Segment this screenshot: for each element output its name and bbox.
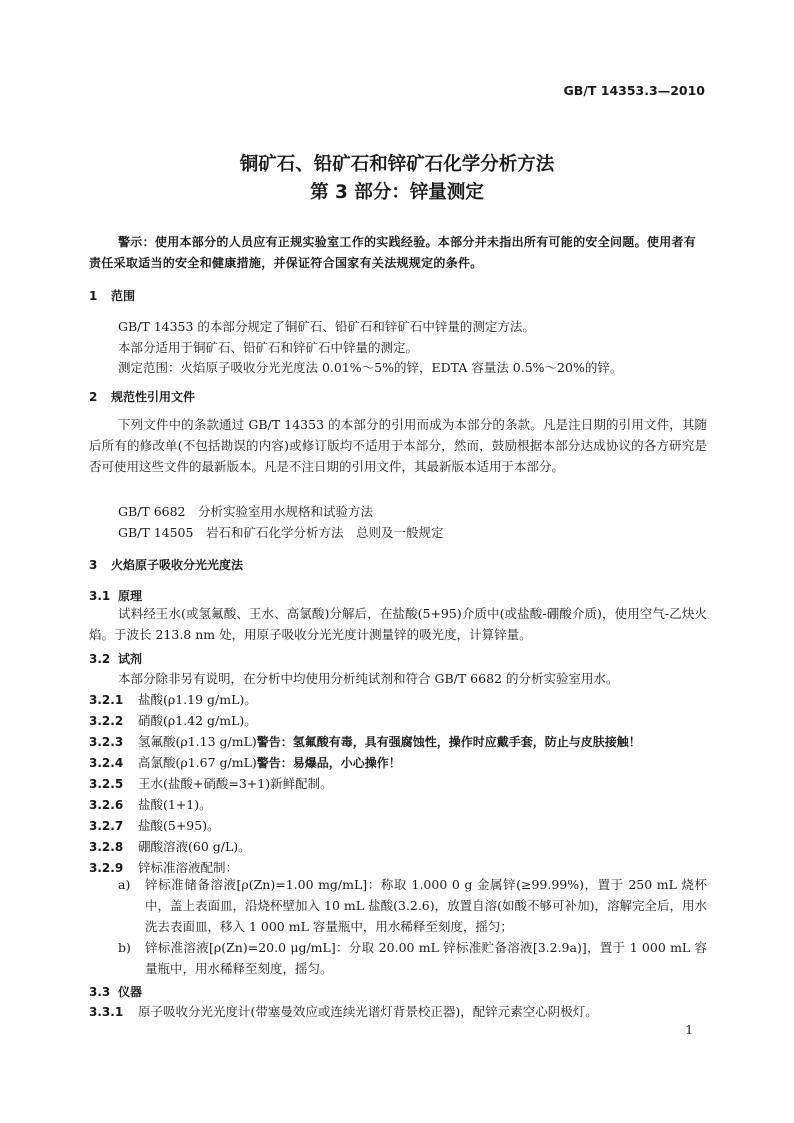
item-number: 3.2.3: [89, 735, 124, 749]
subsection-number: 3.3: [89, 985, 111, 999]
item-text: 高氯酸(ρ1.67 g/mL): [138, 755, 257, 770]
item-text: 盐酸(5+95)。: [138, 818, 220, 833]
item-number: 3.2.8: [89, 840, 124, 854]
document-title: 铜矿石、铅矿石和锌矿石化学分析方法: [239, 154, 555, 175]
list-marker: a): [118, 877, 131, 892]
item-text: 盐酸(ρ1.19 g/mL)。: [138, 692, 257, 707]
item-text: 硼酸溶液(60 g/L)。: [138, 839, 251, 854]
paragraph: 下列文件中的条款通过 GB/T 14353 的本部分的引用而成为本部分的条款。凡是注日期的引用文件，其随后所有的修改单(不包括勘误的内容)或修订版均不适用于本部分，然而，鼓励根据本部分达成协议的各方研究是否可使用这些文件的最新版本。凡是不注日期的引用文件，其最新版本适用于本部分。: [89, 417, 707, 474]
reagent-item: [89, 774, 333, 792]
item-number: 3.2.1: [89, 693, 124, 707]
document-subtitle: 第 3 部分：锌量测定: [310, 182, 484, 203]
section-number: 3: [89, 558, 98, 572]
item-text: 硝酸(ρ1.42 g/mL)。: [138, 713, 257, 728]
reagent-item: [89, 753, 401, 771]
item-text: 锌标准溶液配制：: [138, 860, 239, 875]
paragraph: 本部分适用于铜矿石、铅矿石和锌矿石中锌量的测定。: [118, 340, 419, 355]
list-item: [118, 874, 707, 937]
section-title: 规范性引用文件: [111, 390, 196, 404]
reagent-item: [89, 711, 257, 729]
subsection-heading: [89, 650, 142, 667]
subsection-title: 试剂: [118, 652, 143, 666]
subsection-heading: [89, 983, 142, 1000]
reagent-item: [89, 795, 212, 813]
item-number: 3.2.9: [89, 861, 124, 875]
paragraph: 测定范围：火焰原子吸收分光光度法 0.01%～5%的锌，EDTA 容量法 0.5%～20%的锌。: [118, 360, 623, 375]
section-heading: [89, 556, 243, 573]
list-marker: b): [118, 940, 131, 955]
item-number: 3.2.4: [89, 756, 124, 770]
subsection-number: 3.1: [89, 589, 111, 603]
item-number: 3.2.6: [89, 798, 124, 812]
reference-item: GB/T 14505 岩石和矿石化学分析方法 总则及一般规定: [118, 525, 444, 540]
subsection-title: 仪器: [118, 985, 143, 999]
list-item-text: 锌标准储备溶液[ρ(Zn)=1.00 mg/mL]：称取 1.000 0 g 金属锌(≥99.99%)，置于 250 mL 烧杯中，盖上表面皿，沿烧杯壁加入 10 mL 盐酸(3.2.6)，放置自溶(如酸不够可补加)，溶解完全后，用水洗去表面皿，移入 1 000 mL 容量瓶中，用水稀释至刻度，摇匀；: [145, 877, 707, 934]
section-heading: [89, 287, 135, 304]
item-text: 盐酸(1+1)。: [138, 797, 212, 812]
item-number: 3.2.7: [89, 819, 124, 833]
item-number: 3.2.5: [89, 777, 124, 791]
warning-text: 警告：氢氟酸有毒，具有强腐蚀性，操作时应戴手套，防止与皮肤接触！: [256, 735, 641, 749]
section-number: 1: [89, 289, 98, 303]
instrument-item: [89, 1002, 598, 1020]
reagent-item: [89, 816, 220, 834]
section-title: 火焰原子吸收分光光度法: [111, 558, 244, 572]
warning-text: 警告：易爆品，小心操作！: [256, 756, 401, 770]
item-number: 3.3.1: [89, 1005, 124, 1019]
section-title: 范围: [111, 289, 136, 303]
section-number: 2: [89, 390, 98, 404]
paragraph: 试料经王水(或氢氟酸、王水、高氯酸)分解后，在盐酸(5+95)介质中(或盐酸-硼酸介质)，使用空气-乙炔火焰。于波长 213.8 nm 处，用原子吸收分光光度计测量锌的吸光度，计算锌量。: [89, 606, 707, 642]
reagent-item: [89, 732, 641, 750]
reference-item: GB/T 6682 分析实验室用水规格和试验方法: [118, 504, 374, 519]
item-text: 氢氟酸(ρ1.13 g/mL): [138, 734, 257, 749]
reagent-item: [89, 837, 251, 855]
subsection-title: 原理: [118, 589, 143, 603]
section-heading: [89, 388, 195, 405]
item-number: 3.2.2: [89, 714, 124, 728]
list-item: [118, 937, 707, 979]
paragraph: 本部分除非另有说明，在分析中均使用分析纯试剂和符合 GB/T 6682 的分析实验室用水。: [118, 671, 619, 686]
subsection-heading: [89, 587, 142, 604]
paragraph: GB/T 14353 的本部分规定了铜矿石、铅矿石和锌矿石中锌量的测定方法。: [118, 319, 535, 334]
list-item-text: 锌标准溶液[ρ(Zn)=20.0 μg/mL]：分取 20.00 mL 锌标准贮备溶液[3.2.9a)]，置于 1 000 mL 容量瓶中，用水稀释至刻度，摇匀。: [145, 940, 707, 976]
item-text: 原子吸收分光光度计(带塞曼效应或连续光谱灯背景校正器)，配锌元素空心阴极灯。: [138, 1004, 598, 1019]
reagent-item: [89, 690, 257, 708]
standard-number: GB/T 14353.3—2010: [563, 83, 705, 98]
item-text: 王水(盐酸+硝酸=3+1)新鲜配制。: [138, 776, 333, 791]
safety-warning: 警示：使用本部分的人员应有正规实验室工作的实践经验。本部分并未指出所有可能的安全问题。使用者有责任采取适当的安全和健康措施，并保证符合国家有关法规规定的条件。: [89, 235, 697, 270]
subsection-number: 3.2: [89, 652, 111, 666]
page-number: 1: [685, 1023, 693, 1037]
